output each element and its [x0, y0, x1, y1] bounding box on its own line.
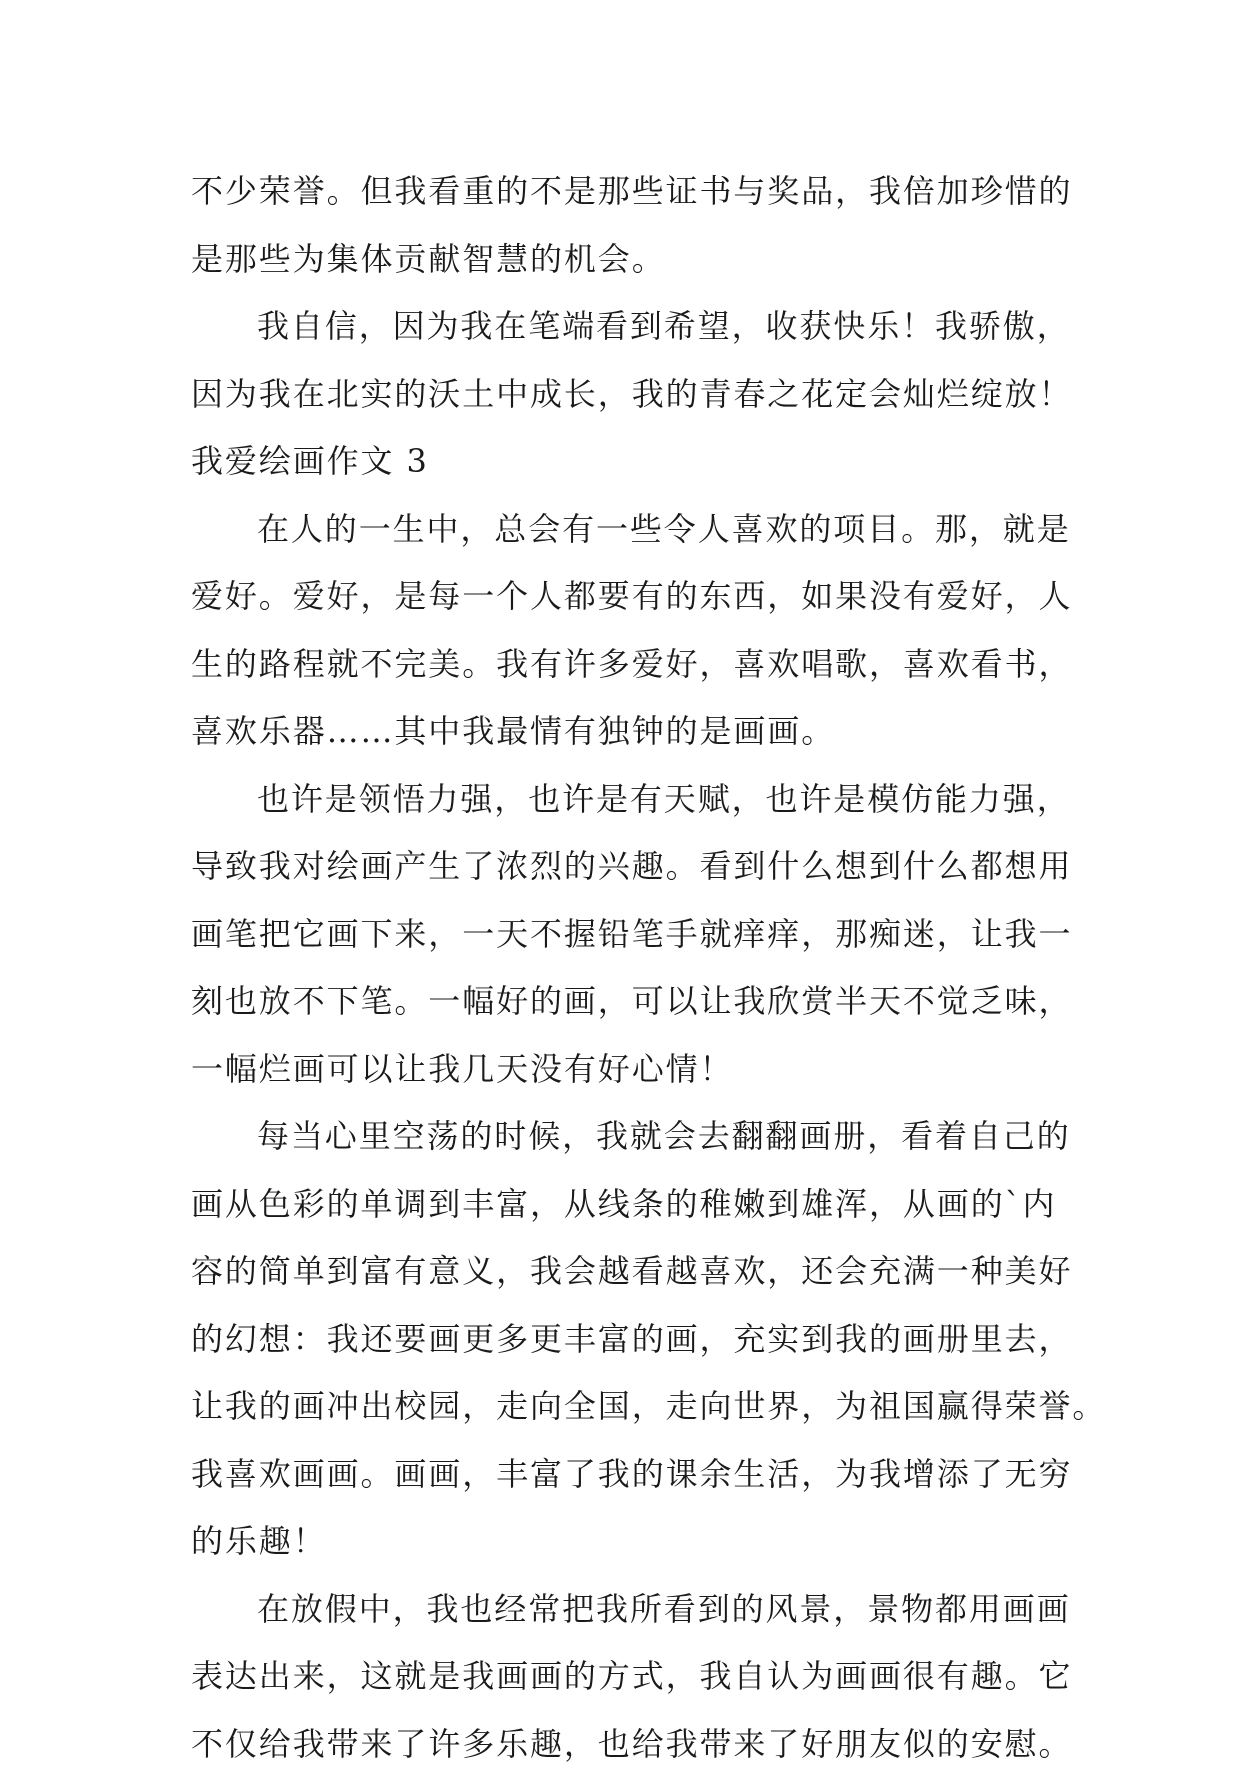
text-line: 表达出来，这就是我画画的方式，我自认为画画很有趣。它	[191, 1643, 1071, 1711]
text-line: 导致我对绘画产生了浓烈的兴趣。看到什么想到什么都想用	[191, 833, 1071, 901]
text-line: 让我的画冲出校园，走向全国，走向世界，为祖国赢得荣誉。	[191, 1373, 1071, 1441]
paragraph-first-line: 也许是领悟力强，也许是有天赋，也许是模仿能力强，	[191, 766, 1071, 834]
document-body-text	[191, 158, 1071, 1778]
text-line: 画笔把它画下来，一天不握铅笔手就痒痒，那痴迷，让我一	[191, 901, 1071, 969]
text-line: 因为我在北实的沃土中成长，我的青春之花定会灿烂绽放！	[191, 361, 1071, 429]
text-line: 刻也放不下笔。一幅好的画，可以让我欣赏半天不觉乏味，	[191, 968, 1071, 1036]
text-line: 生的路程就不完美。我有许多爱好，喜欢唱歌，喜欢看书，	[191, 631, 1071, 699]
section-title: 我爱绘画作文 3	[191, 428, 1071, 496]
text-line: 的幻想：我还要画更多更丰富的画，充实到我的画册里去，	[191, 1306, 1071, 1374]
paragraph-first-line: 在放假中，我也经常把我所看到的风景，景物都用画画	[191, 1576, 1071, 1644]
text-line: 画从色彩的单调到丰富，从线条的稚嫩到雄浑，从画的`内	[191, 1171, 1071, 1239]
paragraph-first-line: 我自信，因为我在笔端看到希望，收获快乐！我骄傲，	[191, 293, 1071, 361]
text-line: 是那些为集体贡献智慧的机会。	[191, 226, 1071, 294]
text-line: 不仅给我带来了许多乐趣，也给我带来了好朋友似的安慰。	[191, 1711, 1071, 1778]
text-line: 喜欢乐器……其中我最情有独钟的是画画。	[191, 698, 1071, 766]
text-line: 一幅烂画可以让我几天没有好心情！	[191, 1036, 1071, 1104]
paragraph-first-line: 每当心里空荡的时候，我就会去翻翻画册，看着自己的	[191, 1103, 1071, 1171]
text-line: 的乐趣！	[191, 1508, 1071, 1576]
paragraph-first-line: 在人的一生中，总会有一些令人喜欢的项目。那，就是	[191, 496, 1071, 564]
text-line: 不少荣誉。但我看重的不是那些证书与奖品，我倍加珍惜的	[191, 158, 1071, 226]
text-line: 容的简单到富有意义，我会越看越喜欢，还会充满一种美好	[191, 1238, 1071, 1306]
text-line: 爱好。爱好，是每一个人都要有的东西，如果没有爱好，人	[191, 563, 1071, 631]
text-line: 我喜欢画画。画画，丰富了我的课余生活，为我增添了无穷	[191, 1441, 1071, 1509]
